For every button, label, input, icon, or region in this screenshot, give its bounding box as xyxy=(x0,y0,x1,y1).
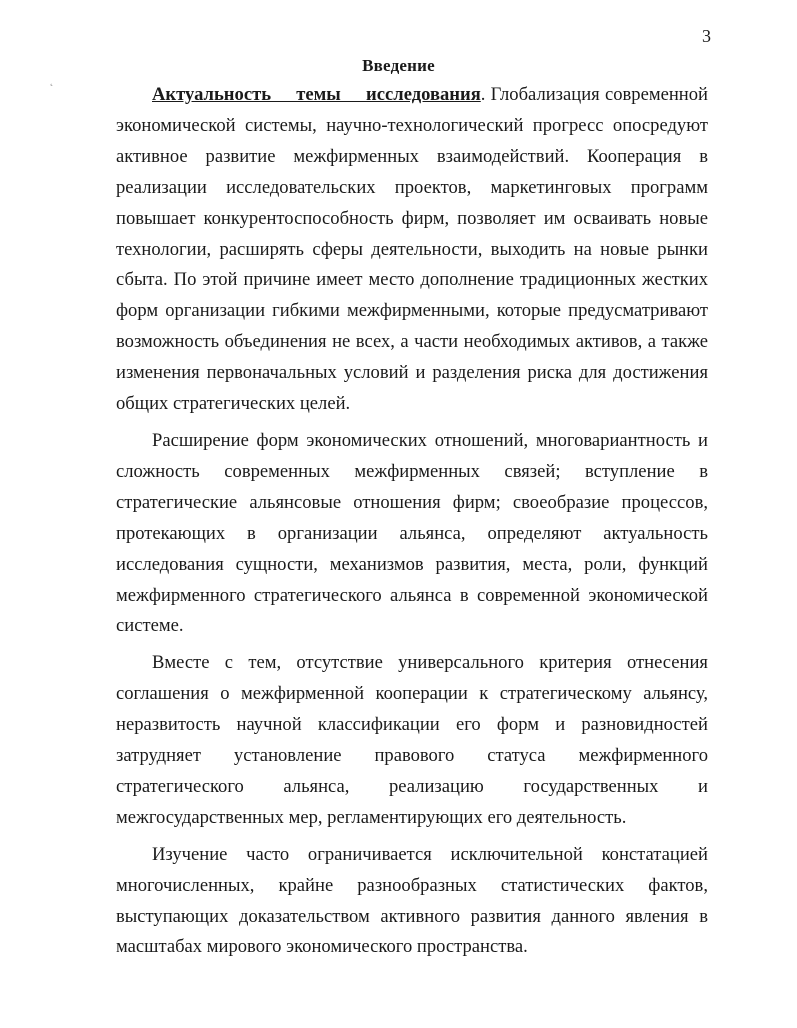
paragraph-forms xyxy=(116,426,708,642)
paragraph-text: Расширение форм экономических отношений, многовариантность и сложность современных межфирменных связей; вступление в стратегические альянсовые отношения фирм; своеобразие процессов, протекающих в организации альянса, определяют актуальность исследования сущности, механизмов развития, места, роли, функций межфирменного стратегического альянса в современной экономической системе. xyxy=(116,429,708,637)
page-number: 3 xyxy=(702,26,711,46)
relevance-heading: Актуальность темы исследования xyxy=(152,84,481,105)
paragraph-relevance xyxy=(116,80,708,420)
paragraph-criteria xyxy=(116,648,708,833)
section-title: Введение xyxy=(362,56,435,75)
paragraph-text: Вместе с тем, отсутствие универсального критерия отнесения соглашения о межфирменной кооперации к стратегическому альянсу, неразвитость научной классификации его форм и разновидностей затрудняет установление правового статуса межфирменного стратегического альянса, реализацию государственных и межгосударственных мер, регламентирующих его деятельность. xyxy=(116,652,708,828)
paragraph-study xyxy=(116,840,708,964)
paragraph-text: Изучение часто ограничивается исключительной констатацией многочисленных, крайне разнообразных статистических фактов, выступающих доказательством активного развития данного явления в масштабах мирового экономического пространства. xyxy=(116,843,708,958)
paragraph-text: Глобализация современной экономической системы, научно-технологический прогресс опосредуют активное развитие межфирменных взаимодействий. Кооперация в реализации исследовательских проектов, маркетинговых программ повышает конкурентоспособность фирм, позволяет им осваивать новые технологии, расширять сферы деятельности, выходить на новые рынки сбыта. По этой причине имеет место дополнение традиционных жестких форм организации гибкими межфирменными, которые предусматривают возможность объединения не всех, а части необходимых активов, а также изменения первоначальных условий и разделения риска для достижения общих стратегических целей. xyxy=(116,84,708,415)
margin-mark: ˛ xyxy=(50,76,54,87)
body-text xyxy=(116,80,708,963)
relevance-heading-punct: . xyxy=(480,84,486,105)
